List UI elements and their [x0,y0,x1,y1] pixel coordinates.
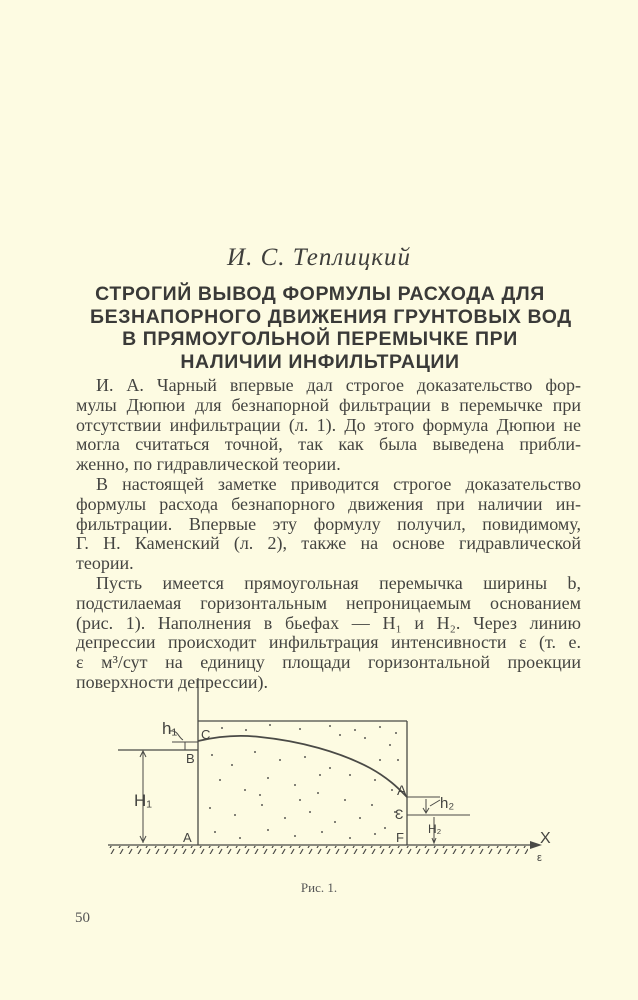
label-C: C [201,727,211,742]
text-line: фильтрации. Впервые эту формулу получил, повидимому, [76,513,581,534]
label-eps: ε [537,852,542,864]
label-B: B [186,751,195,766]
text-line: формулы расхода безнапорного движения при наличии ин- [76,493,581,514]
title-line: НАЛИЧИИ ИНФИЛЬТРАЦИИ [180,350,460,373]
text-line: И. А. Чарный впервые дал строгое доказательство фор- [96,375,581,395]
text-line: мулы Дюпюи для безнапорной фильтрации в перемычке при [76,394,581,415]
label-X: X [540,830,551,847]
depression-curve [198,736,407,797]
text-line: могла считаться точной, так как была выведена прибли- [76,434,581,455]
title-line: СТРОГИЙ ВЫВОД ФОРМУЛЫ РАСХОДА ДЛЯ [95,283,545,305]
figure-caption: Рис. 1. [300,880,338,895]
text-line: Пусть имеется прямоугольная перемычка ширины b, [96,573,581,593]
text-line: женно, по гидравлической теории. [76,454,341,475]
ground-hatching [108,846,528,854]
label-H2: H₂ [428,822,442,836]
title-line: В ПРЯМОУГОЛЬНОЙ ПЕРЕМЫЧКЕ ПРИ [122,328,518,350]
text-line: теории. [76,553,134,574]
text-line: В настоящей заметке приводится строгое доказательство [96,474,581,494]
text-line: (рис. 1). Наполнения в бьефах — H₁ и H₂. Через линию [76,612,581,633]
title-line: БЕЗНАПОРНОГО ДВИЖЕНИЯ ГРУНТОВЫХ ВОД [90,305,572,328]
text-line: отсутствии инфильтрации (л. 1). До этого формула Дюпюи не [76,414,581,435]
label-E: Ɛ [395,806,404,822]
label-h1: h₁ [162,719,178,738]
page-number: 50 [75,910,90,926]
label-h2: h₂ [440,795,455,812]
label-H1: H₁ [134,791,153,810]
soil-dots [209,724,399,839]
text-line: депрессии происходит инфильтрация интенсивности ε (т. е. [76,632,581,653]
text-line: Г. Н. Каменский (л. 2), также на основе гидравлической [76,533,581,554]
text-line: подстилаемая горизонтальным непроницаемым основанием [76,592,581,613]
text-line: поверхности депрессии). [76,671,269,692]
label-A-left: A [183,830,192,845]
label-A-right: A [397,782,407,798]
text-line: ε м³/сут на единицу площади горизонтальной проекции [76,652,581,673]
label-F: F [396,830,404,845]
author-name: И. С. Теплицкий [227,244,411,271]
